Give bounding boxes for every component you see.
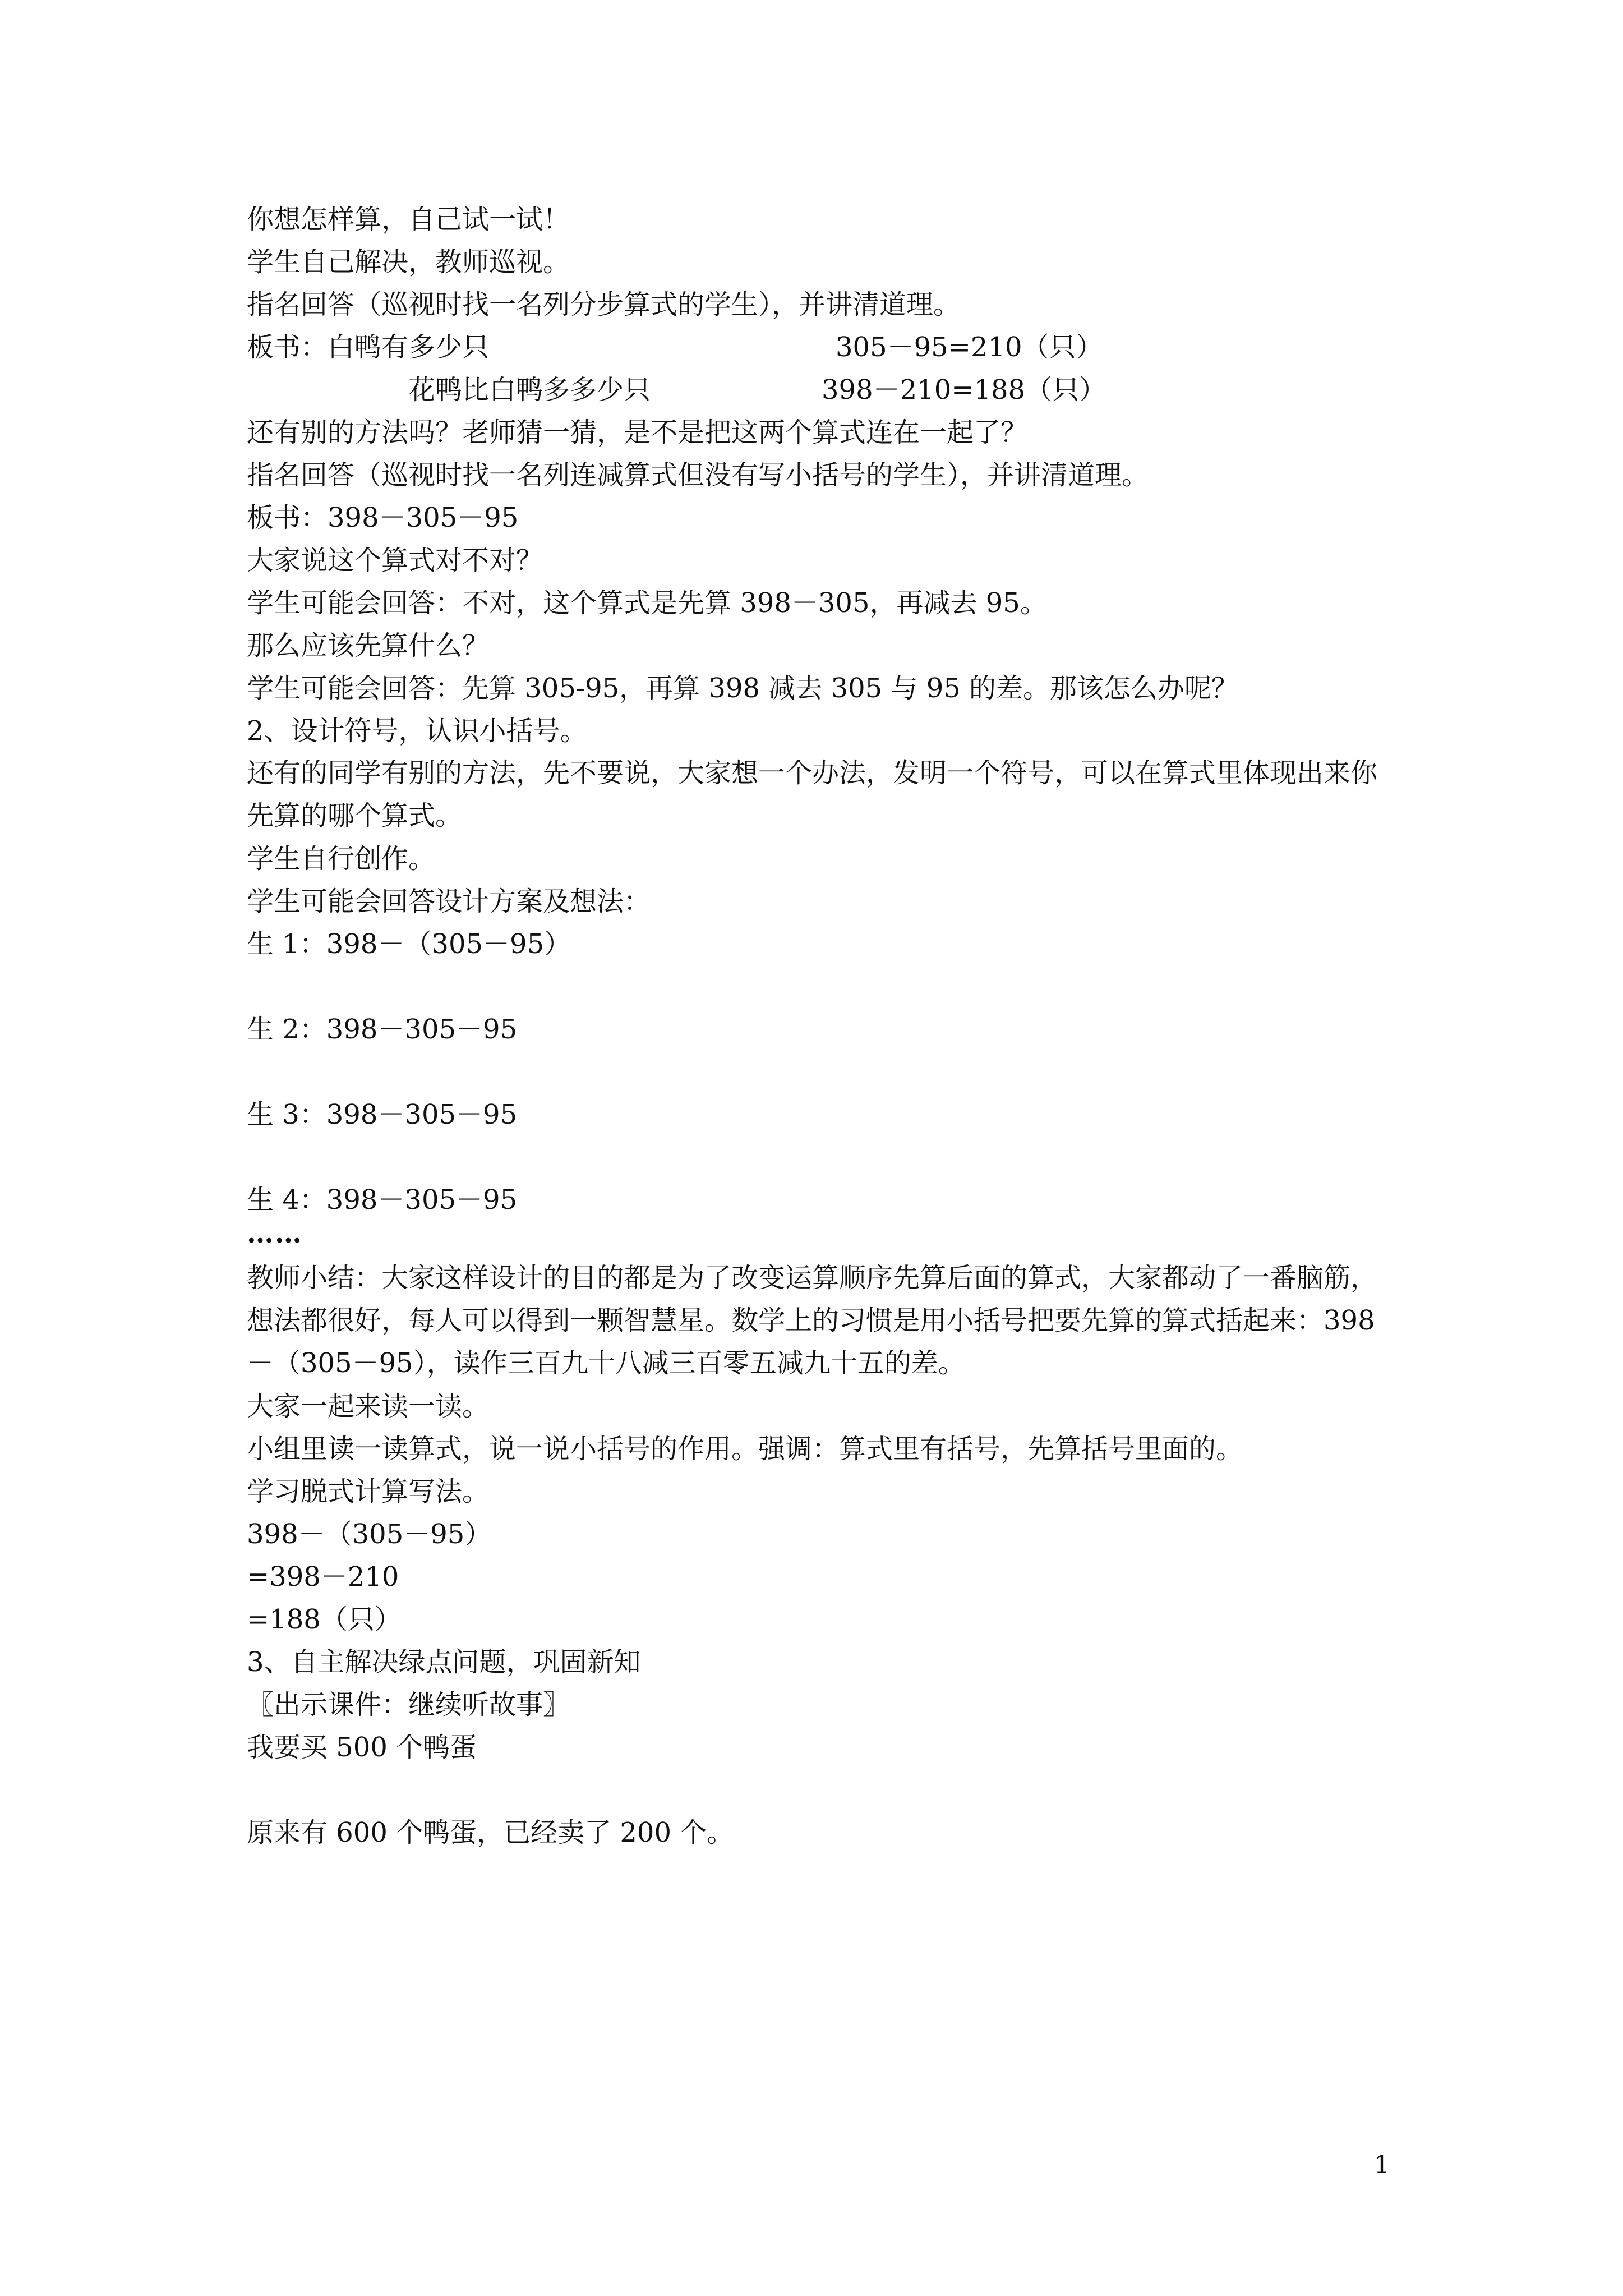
text-line: 你想怎样算，自己试一试！ <box>247 204 570 235</box>
student-answer: 生 1：398－（305－95） <box>247 928 571 960</box>
text-line: 指名回答（巡视时找一名列连减算式但没有写小括号的学生），并讲清道理。 <box>247 459 1149 491</box>
text-line: 指名回答（巡视时找一名列分步算式的学生），并讲清道理。 <box>247 289 961 320</box>
board-formula: 398－210=188（只） <box>822 374 1106 406</box>
text-line: 学习脱式计算写法。 <box>247 1476 490 1507</box>
text-line: 我要买 500 个鸭蛋 <box>247 1732 477 1763</box>
text-line: 大家说这个算式对不对？ <box>247 545 543 576</box>
text-line: 原来有 600 个鸭蛋，已经卖了 200 个。 <box>247 1817 734 1848</box>
calculation-step: =398－210 <box>247 1561 399 1593</box>
page-number: 1 <box>1374 2151 1390 2179</box>
ellipsis: …… <box>247 1218 303 1249</box>
text-line: 那么应该先算什么？ <box>247 630 490 661</box>
calculation-step: 398－（305－95） <box>247 1519 492 1550</box>
calculation-step: =188（只） <box>247 1604 402 1635</box>
text-line: 小组里读一读算式，说一说小括号的作用。强调：算式里有括号，先算括号里面的。 <box>247 1433 1243 1465</box>
courseware-note: 〖出示课件：继续听故事〗 <box>247 1689 570 1720</box>
paragraph: 还有的同学有别的方法，先不要说，大家想一个办法，发明一个符号，可以在算式里体现出来你先算的哪个算式。 <box>247 757 1378 831</box>
text-line: 学生可能会回答：不对，这个算式是先算 398－305，再减去 95。 <box>247 587 1047 619</box>
student-answer: 生 2：398－305－95 <box>247 1014 518 1045</box>
teacher-summary: 教师小结：大家这样设计的目的都是为了改变运算顺序先算后面的算式，大家都动了一番脑筋，想法都很好，每人可以得到一颗智慧星。数学上的习惯是用小括号把要先算的算式括起来：398－（305－95），读作三百九十八减三百零五减九十五的差。 <box>247 1262 1378 1379</box>
text-line: 学生可能会回答设计方案及想法： <box>247 886 651 917</box>
student-answer: 生 3：398－305－95 <box>247 1099 518 1130</box>
board-formula: 305－95=210（只） <box>836 332 1103 363</box>
student-answer: 生 4：398－305－95 <box>247 1184 518 1216</box>
text-line: 学生可能会回答：先算 305-95，再算 398 减去 305 与 95 的差。那该怎么办呢？ <box>247 673 1239 704</box>
board-label-line: 板书：白鸭有多少只 <box>247 332 490 363</box>
board-label-line: 花鸭比白鸭多多少只 <box>408 374 651 406</box>
section-heading: 2、设计符号，认识小括号。 <box>247 715 587 747</box>
text-line: 学生自行创作。 <box>247 843 436 875</box>
text-line: 学生自己解决，教师巡视。 <box>247 246 570 278</box>
text-line: 大家一起来读一读。 <box>247 1391 490 1422</box>
section-heading: 3、自主解决绿点问题，巩固新知 <box>247 1646 641 1678</box>
text-line: 还有别的方法吗？老师猜一猜，是不是把这两个算式连在一起了？ <box>247 417 1028 448</box>
text-line: 板书：398－305－95 <box>247 502 519 533</box>
